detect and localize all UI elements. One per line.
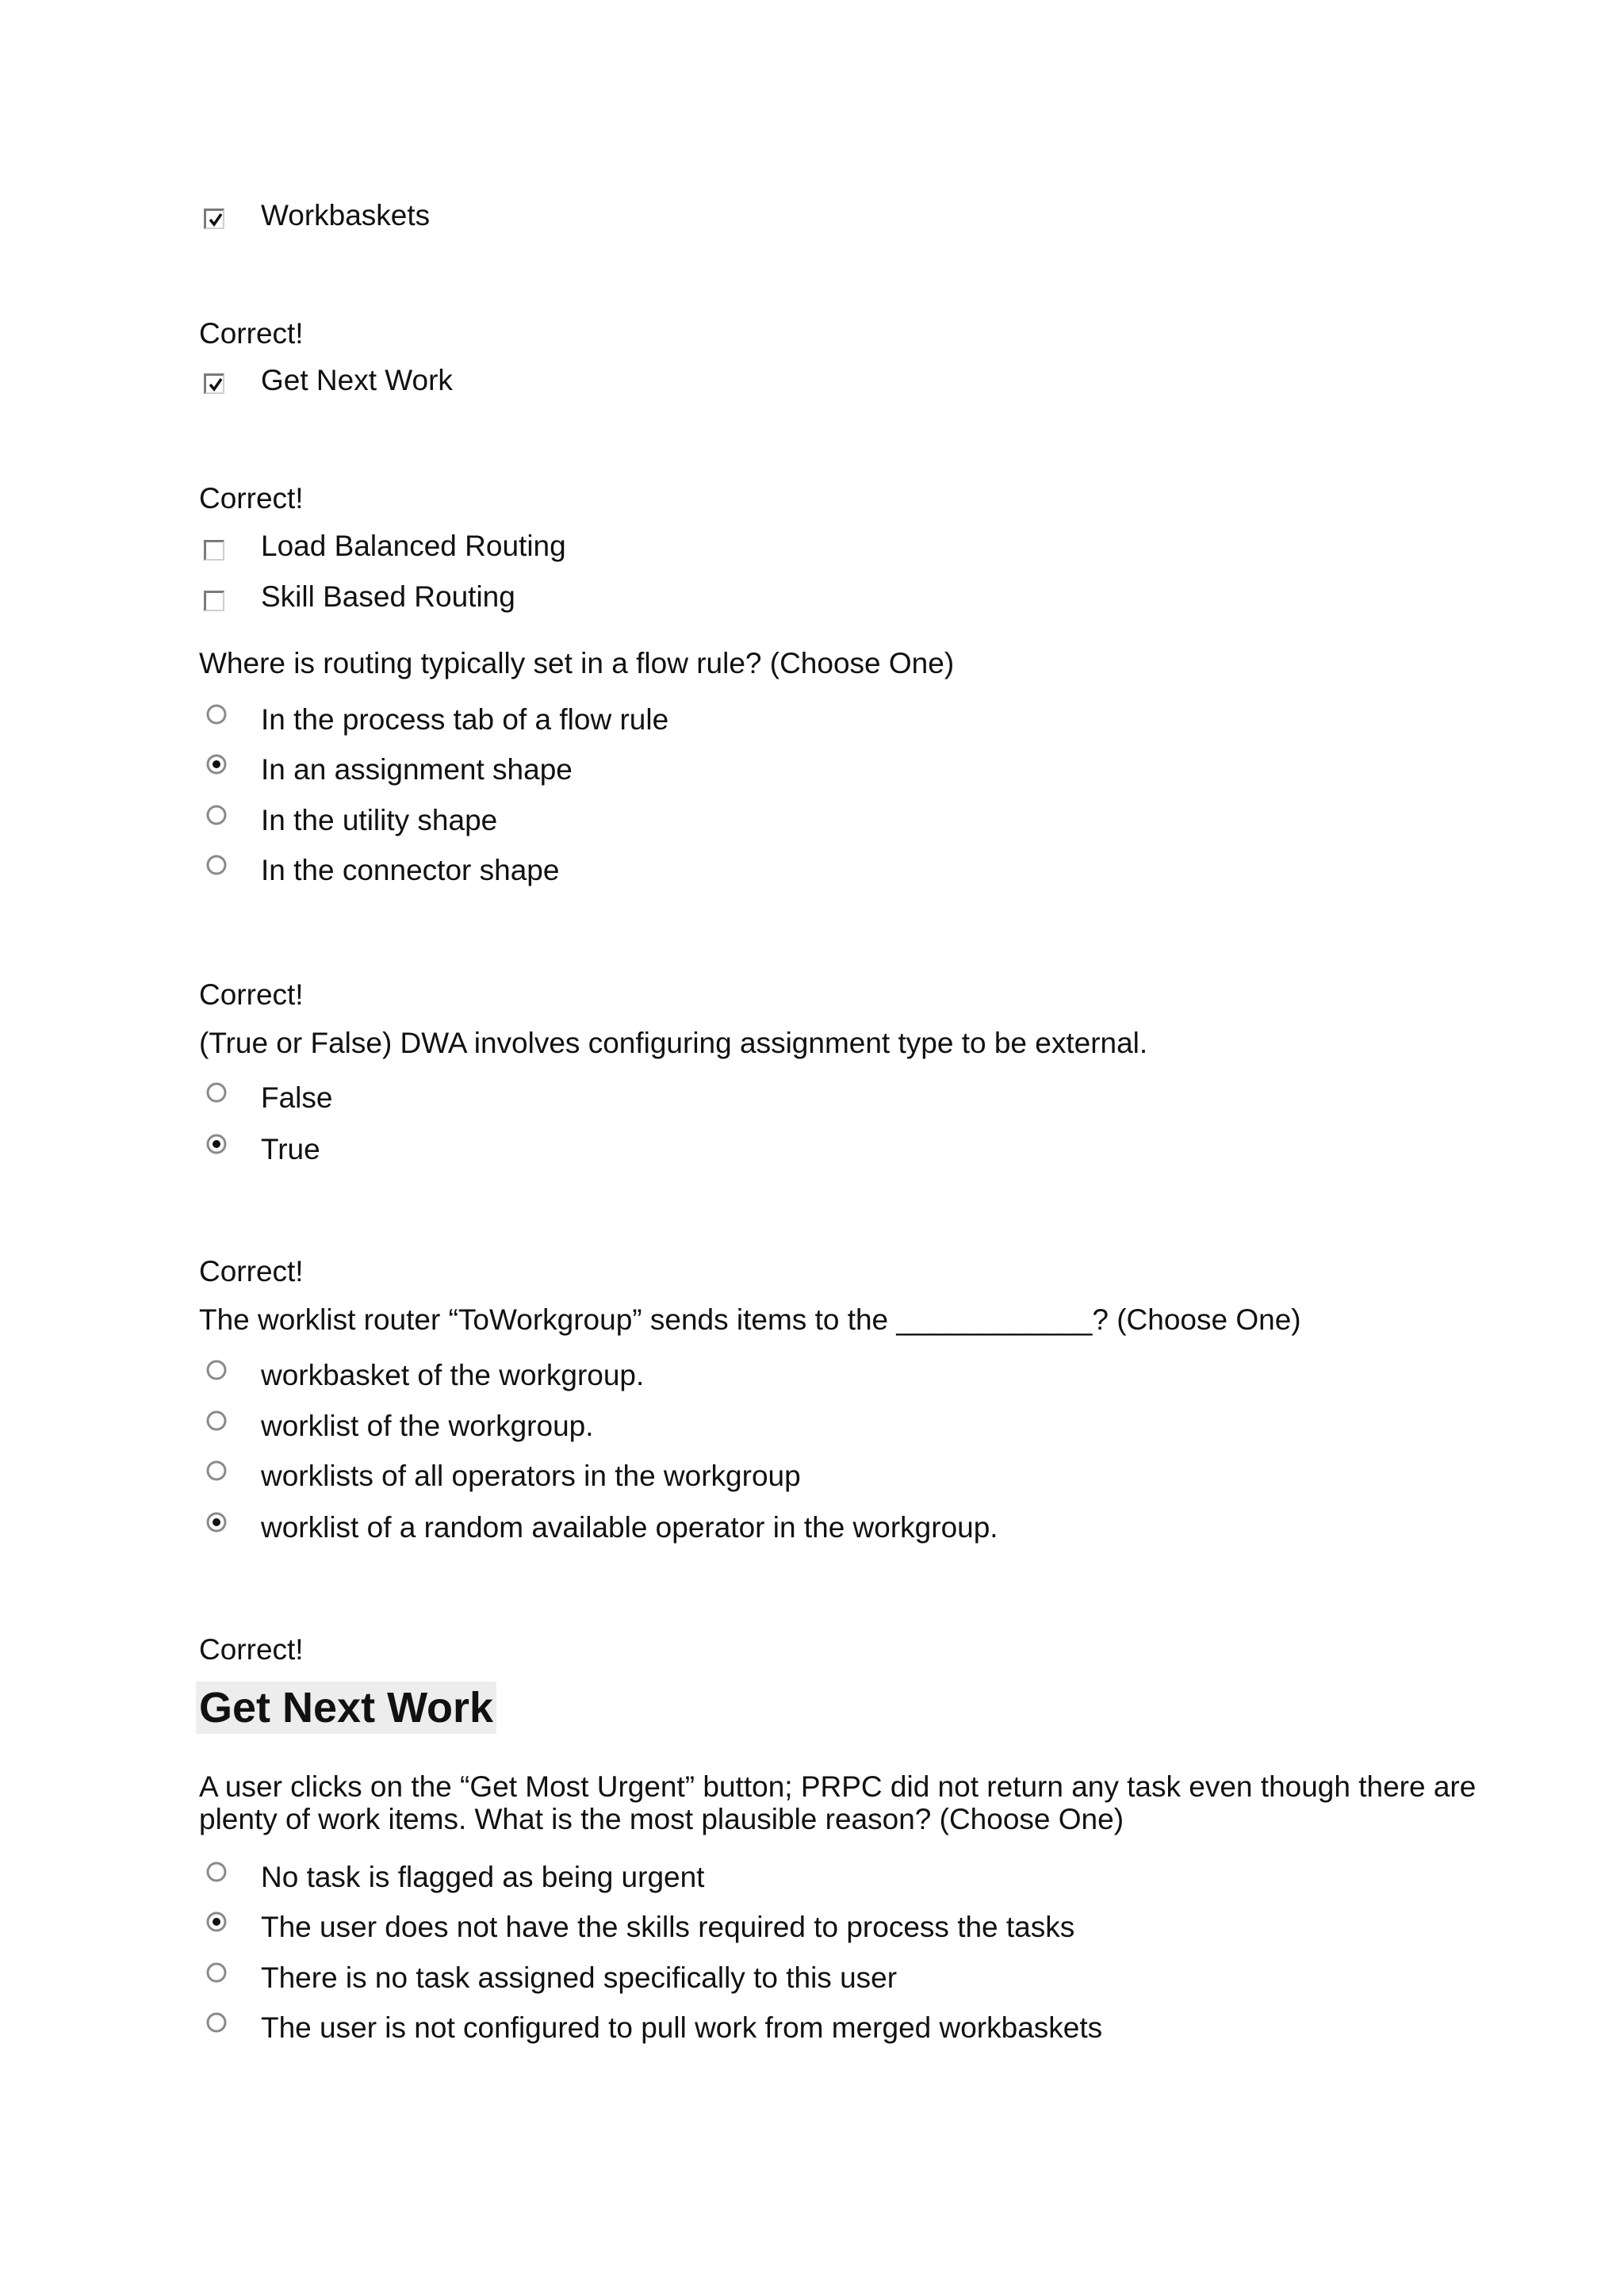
- skill-based-routing-checkbox[interactable]: [204, 591, 224, 611]
- radio-button-selected[interactable]: [205, 753, 228, 775]
- radio-button[interactable]: [205, 703, 228, 725]
- option-label: The user does not have the skills required to process the tasks: [261, 1911, 1075, 1943]
- checkmark-icon: [208, 212, 224, 228]
- correct-feedback: Correct!: [199, 482, 304, 515]
- radio-button[interactable]: [205, 1359, 228, 1381]
- load-balanced-routing-checkbox[interactable]: [204, 540, 224, 561]
- option-label: In the process tab of a flow rule: [261, 703, 669, 736]
- option-label: worklist of a random available operator in the workgroup.: [261, 1511, 998, 1544]
- radio-button[interactable]: [205, 1460, 228, 1482]
- skill-based-routing-label: Skill Based Routing: [261, 580, 515, 613]
- radio-button-selected[interactable]: [205, 1911, 228, 1933]
- question-text: (True or False) DWA involves configuring assignment type to be external.: [199, 1027, 1148, 1059]
- checkmark-icon: [208, 377, 224, 392]
- option-label: False: [261, 1081, 333, 1114]
- option-label: In the utility shape: [261, 804, 498, 836]
- option-label: In an assignment shape: [261, 753, 573, 786]
- correct-feedback: Correct!: [199, 1255, 304, 1288]
- correct-feedback: Correct!: [199, 1633, 304, 1666]
- question-text: The worklist router “ToWorkgroup” sends items to the ____________? (Choose One): [199, 1303, 1301, 1336]
- radio-button-selected[interactable]: [205, 1133, 228, 1155]
- radio-button[interactable]: [205, 1410, 228, 1432]
- radio-button[interactable]: [205, 1961, 228, 1984]
- radio-button[interactable]: [205, 804, 228, 826]
- question-text: A user clicks on the “Get Most Urgent” button; PRPC did not return any task even though there are plenty of work items. What is the most plausible reason? (Choose One): [199, 1770, 1477, 1835]
- load-balanced-routing-label: Load Balanced Routing: [261, 530, 566, 562]
- option-label: The user is not configured to pull work from merged workbaskets: [261, 2011, 1103, 2044]
- get-next-work-checkbox[interactable]: [204, 373, 224, 394]
- workbaskets-label: Workbaskets: [261, 199, 431, 232]
- option-label: There is no task assigned specifically to this user: [261, 1961, 898, 1994]
- option-label: In the connector shape: [261, 854, 560, 886]
- section-heading: Get Next Work: [196, 1682, 496, 1734]
- option-label: worklists of all operators in the workgroup: [261, 1460, 801, 1492]
- option-label: worklist of the workgroup.: [261, 1410, 594, 1442]
- question-text: Where is routing typically set in a flow rule? (Choose One): [199, 647, 955, 679]
- radio-button[interactable]: [205, 2011, 228, 2034]
- radio-button[interactable]: [205, 1861, 228, 1883]
- correct-feedback: Correct!: [199, 978, 304, 1011]
- radio-button[interactable]: [205, 854, 228, 876]
- radio-button[interactable]: [205, 1081, 228, 1104]
- correct-feedback: Correct!: [199, 317, 304, 350]
- workbaskets-checkbox[interactable]: [204, 209, 224, 229]
- radio-button-selected[interactable]: [205, 1511, 228, 1533]
- option-label: True: [261, 1133, 320, 1165]
- option-label: workbasket of the workgroup.: [261, 1359, 645, 1391]
- get-next-work-label: Get Next Work: [261, 364, 453, 396]
- option-label: No task is flagged as being urgent: [261, 1861, 705, 1893]
